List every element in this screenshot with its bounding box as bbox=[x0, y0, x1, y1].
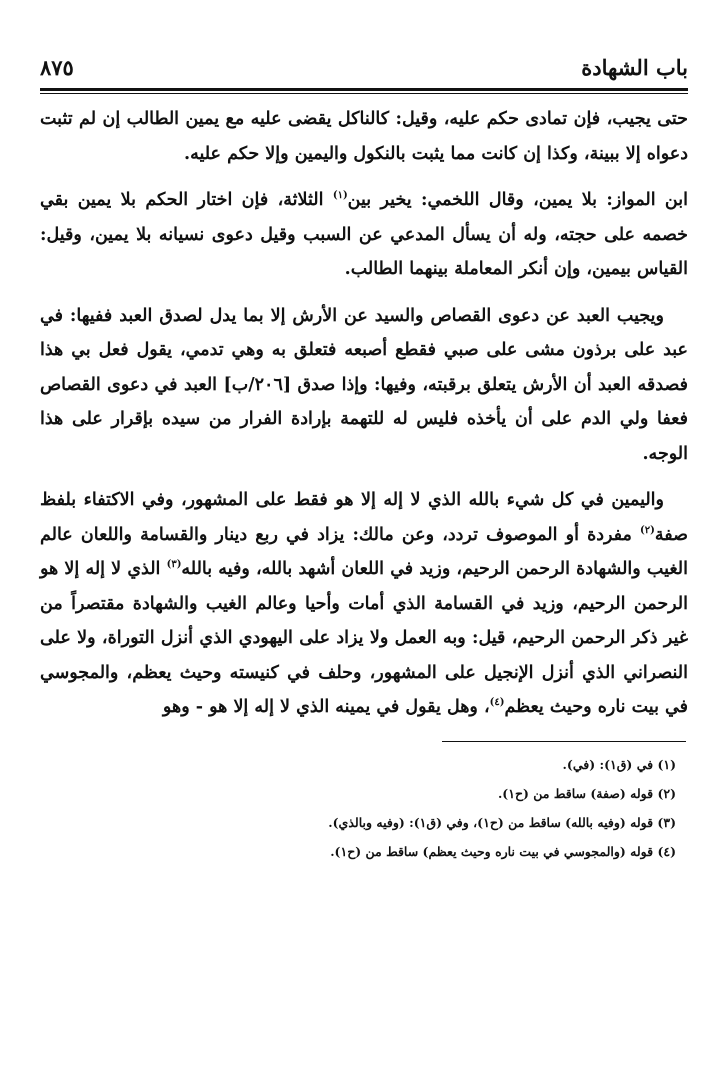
footnote: (١) في (ق١): (في). bbox=[562, 756, 676, 772]
header-rule-thick bbox=[40, 88, 688, 91]
chapter-title: باب الشهادة bbox=[581, 55, 688, 80]
paragraph: ابن المواز: بلا يمين، وقال اللخمي: يخير بين$^{(١)}$ الثلاثة، فإن اختار الحكم بلا يمين بقي خصمه على حجته، وله أن يسأل المدعي عن السبب وقيل دعوى نسيانه بلا يمين، وقيل: القياس بيمين، وإن أنكر المعاملة بينهما الطالب. bbox=[40, 190, 688, 279]
paragraph: ويجيب العبد عن دعوى القصاص والسيد عن الأرش إلا بما يدل لصدق العبد ففيها: في عبد على برذون مشى على صبي فقطع أصبعه فتعلق به وهي تدمي، يقول فعل بي هذا فصدقه العبد أن الأرش يتعلق برقبته، وفيها: وإذا صدق [٢٠٦/ب] العبد في دعوى القصاص فعفا ولي الدم على أن يأخذه فليس له للتهمة بإرادة الفرار من سيده بإقرار على هذا الوجه. bbox=[40, 305, 688, 464]
footnote: (٤) قوله (والمجوسي في بيت ناره وحيث يعظم) ساقط من (ح١). bbox=[330, 843, 676, 859]
footnote-ref: (٣) bbox=[166, 559, 182, 571]
footnote-ref: (٤) bbox=[489, 697, 505, 709]
paragraph: واليمين في كل شيء بالله الذي لا إله إلا هو فقط على المشهور، وفي الاكتفاء بلفظ صفة$^{(٢)}$ مفردة أو الموصوف تردد، وعن مالك: يزاد في ربع دينار والقسامة واللعان عالم الغيب والشهادة الرحمن الرحيم، وزيد في اللعان أشهد بالله، وفيه بالله$^{(٣)}$ الذي لا إله إلا هو الرحمن الرحيم، وزيد في القسامة الذي أمات وأحيا وعالم الغيب والشهادة مقتصراً من غير ذكر الرحمن الرحيم، قيل: وبه العمل ولا يزاد على اليهودي الذي أنزل التوراة، ولا على النصراني الذي أنزل الإنجيل على المشهور، وحلف في كنيسته وحيث يعظم، والمجوسي في بيت ناره وحيث يعظم$^{(٤)}$، وهل يقول في يمينه الذي لا إله إلا هو - وهو bbox=[40, 490, 688, 717]
page-number: ٨٧٥ bbox=[40, 55, 74, 80]
paragraph: حتى يجيب، فإن تمادى حكم عليه، وقيل: كالناكل يقضى عليه مع يمين الطالب إن لم تثبت دعواه إلا ببينة، وكذا إن كانت مما يثبت بالنكول واليمين وإلا حكم عليه. bbox=[40, 109, 688, 164]
page bbox=[40, 36, 688, 866]
page-header bbox=[40, 36, 688, 80]
header-rule-thin bbox=[40, 93, 688, 94]
main-text bbox=[40, 102, 688, 725]
footnote-separator-wrap bbox=[40, 737, 688, 742]
footnote: (٣) قوله (وفيه بالله) ساقط من (ح١)، وفي (ق١): (وفيه وبالذي). bbox=[328, 814, 676, 830]
footnote: (٢) قوله (صفة) ساقط من (ح١). bbox=[497, 785, 676, 801]
footnote-ref: (١) bbox=[332, 190, 348, 202]
footnotes bbox=[40, 750, 688, 866]
footnote-ref: (٢) bbox=[640, 524, 655, 536]
footnote-separator bbox=[442, 741, 686, 742]
